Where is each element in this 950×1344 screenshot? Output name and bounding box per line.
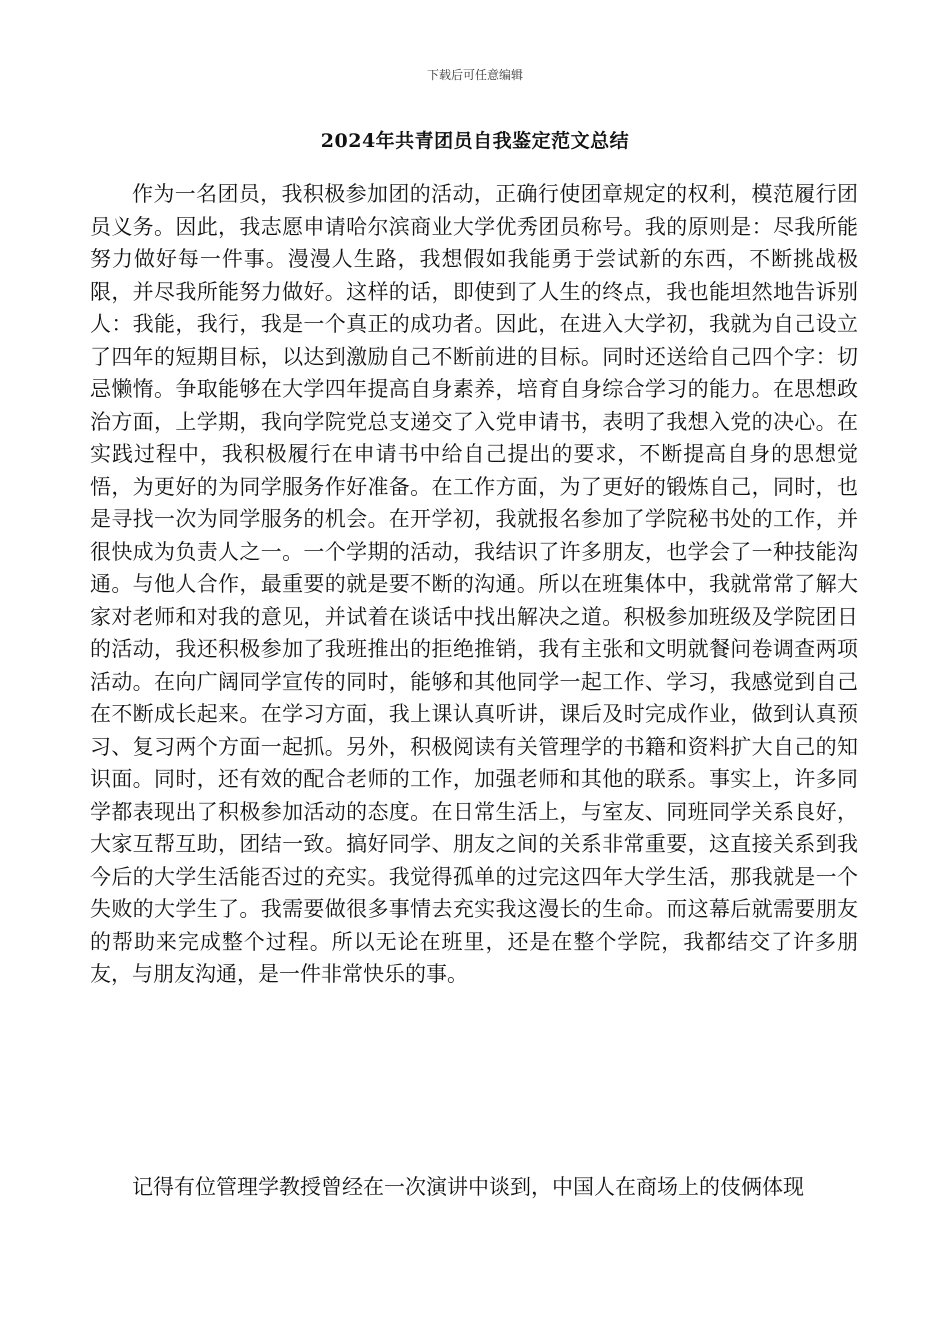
body-paragraph: 记得有位管理学教授曾经在一次演讲中谈到，中国人在商场上的伎俩体现 (132, 1175, 804, 1199)
header-note: 下载后可任意编辑 (426, 68, 523, 82)
body-paragraph: 作为一名团员，我积极参加团的活动，正确行使团章规定的权利，模范履行团员义务。因此，我志愿申请哈尔滨商业大学优秀团员称号。我的原则是：尽我所能努力做好每一件事。漫漫人生路，我想假如我能勇于尝试新的东西，不断挑战极限，并尽我所能努力做好。这样的话，即使到了人生的终点，我也能坦然地告诉别人：我能，我行，我是一个真正的成功者。因此，在进入大学初，我就为自己设立了四年的短期目标，以达到激励自己不断前进的目标。同时还送给自己四个字：切忌懒惰。争取能够在大学四年提高自身素养，培育自身综合学习的能力。在思想政治方面，上学期，我向学院党总支递交了入党申请书，表明了我想入党的决心。在实践过程中，我积极履行在申请书中给自己提出的要求，不断提高自身的思想觉悟，为更好的为同学服务作好准备。在工作方面，为了更好的锻炼自己，同时，也是寻找一次为同学服务的机会。在开学初，我就报名参加了学院秘书处的工作，并很快成为负责人之一。一个学期的活动，我结识了许多朋友，也学会了一种技能沟通。与他人合作，最重要的就是要不断的沟通。所以在班集体中，我就常常了解大家对老师和对我的意见，并试着在谈话中找出解决之道。积极参加班级及学院团日的活动，我还积极参加了我班推出的拒绝推销，我有主张和文明就餐问卷调查两项活动。在向广阔同学宣传的同时，能够和其他同学一起工作、学习，我感觉到自己在不断成长起来。在学习方面，我上课认真听讲，课后及时完成作业，做到认真预习、复习两个方面一起抓。另外，积极阅读有关管理学的书籍和资料扩大自己的知识面。同时，还有效的配合老师的工作，加强老师和其他的联系。事实上，许多同学都表现出了积极参加活动的态度。在日常生活上，与室友、同班同学关系良好，大家互帮互助，团结一致。搞好同学、朋友之间的关系非常重要，这直接关系到我今后的大学生活能否过的充实。我觉得孤单的过完这四年大学生活，那我就是一个失败的大学生了。我需要做很多事情去充实我这漫长的生命。而这幕后就需要朋友的帮助来完成整个过程。所以无论在班里，还是在整个学院，我都结交了许多朋友，与朋友沟通，是一件非常快乐的事。 (90, 182, 858, 986)
document-title: 2024年共青团员自我鉴定范文总结 (320, 130, 630, 152)
